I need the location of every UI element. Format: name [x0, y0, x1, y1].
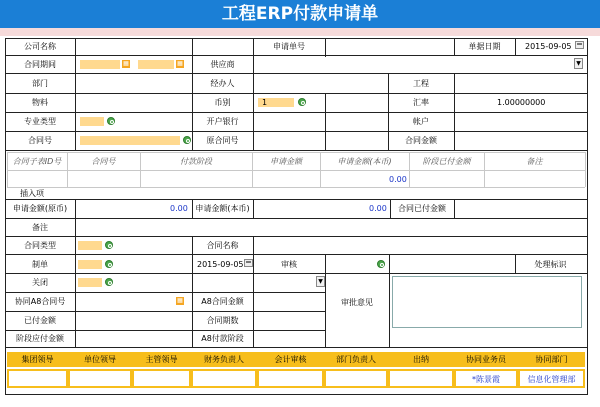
calendar-icon[interactable]: ▦: [123, 60, 129, 67]
bill-date-value[interactable]: 2015-09-05: [525, 42, 572, 51]
label-paid-amount: 已付金额: [24, 316, 56, 325]
label-stage-paid-amount: 阶段应付金额: [16, 334, 64, 343]
title-strip: [0, 28, 600, 36]
creator-date-value[interactable]: 2015-09-05: [197, 260, 244, 269]
label-currency: 币别: [214, 98, 231, 107]
approval-cell[interactable]: [70, 371, 130, 386]
approval-cell[interactable]: [390, 371, 452, 386]
label-approval-opinion: 审批意见: [341, 298, 373, 307]
label-account: 帐户: [413, 117, 429, 126]
supplier-dropdown-arrow-icon[interactable]: ▼: [574, 58, 583, 69]
approval-cell[interactable]: [134, 371, 189, 386]
approval-header: 协同部门: [535, 355, 568, 364]
lookup-icon[interactable]: [377, 260, 385, 268]
label-department: 部门: [32, 79, 48, 88]
subtable-header: 备注: [526, 157, 543, 166]
subtable-header: 申请金额: [270, 157, 302, 166]
contract-period-end-input[interactable]: [138, 60, 174, 69]
label-process-flag: 处理标识: [534, 260, 567, 269]
approval-header: 主管领导: [145, 355, 178, 364]
approval-cell[interactable]: [326, 371, 386, 386]
label-request-no: 申请单号: [273, 42, 305, 51]
close-input[interactable]: [78, 278, 102, 287]
label-contract-period: 合同期间: [24, 60, 56, 69]
label-material: 物料: [32, 98, 48, 107]
lookup-icon[interactable]: [183, 136, 191, 144]
currency-value: 1: [262, 98, 268, 107]
label-specialty-type: 专业类型: [24, 117, 56, 126]
label-a8-contract-amount: A8合同金额: [201, 297, 244, 306]
label-request-amount-local: 申请金额(本币): [195, 204, 250, 213]
approval-cell[interactable]: [259, 371, 322, 386]
creator-input[interactable]: [78, 260, 102, 269]
approval-value: *陈景霞: [472, 375, 500, 384]
exchange-rate-value: 1.00000000: [497, 98, 546, 107]
lookup-icon[interactable]: [105, 278, 113, 286]
insert-item-link[interactable]: 插入项: [20, 189, 44, 198]
calendar-icon[interactable]: [244, 259, 253, 267]
approval-header: 出纳: [413, 355, 429, 364]
label-original-contract-no: 原合同号: [206, 136, 239, 145]
label-a8-payment-stage: A8付款阶段: [201, 334, 244, 343]
label-audit: 审核: [281, 260, 297, 269]
contract-no-input[interactable]: [80, 136, 180, 145]
label-contract-type: 合同类型: [24, 241, 56, 250]
page-title: 工程ERP付款申请单: [0, 0, 600, 28]
lookup-icon[interactable]: [105, 241, 113, 249]
subtable-header: 申请金额(本币): [337, 157, 392, 166]
label-project: 工程: [413, 79, 429, 88]
approval-value: 信息化管理部: [527, 375, 576, 384]
calendar-icon[interactable]: [575, 41, 584, 49]
calendar-icon[interactable]: ▦: [177, 297, 183, 304]
approval-cell[interactable]: [9, 371, 66, 386]
label-creator: 制单: [32, 260, 48, 269]
lookup-icon[interactable]: [107, 117, 115, 125]
approval-header: 部门负责人: [336, 355, 376, 364]
subtable-header: 付款阶段: [180, 157, 212, 166]
label-remark: 备注: [32, 223, 48, 232]
label-exchange-rate: 汇率: [413, 98, 429, 107]
label-company-name: 公司名称: [24, 42, 56, 51]
label-request-amount-orig: 申请金额(原币): [12, 204, 68, 213]
label-supplier: 供应商: [210, 60, 235, 69]
contract-type-input[interactable]: [78, 241, 102, 250]
label-close: 关闭: [32, 278, 48, 287]
approval-header: 单位领导: [84, 355, 116, 364]
label-bank: 开户银行: [206, 117, 239, 126]
lookup-icon[interactable]: [105, 260, 113, 268]
approval-opinion-textarea[interactable]: [392, 276, 582, 328]
form-frame: [5, 38, 588, 395]
approval-cell[interactable]: [193, 371, 255, 386]
subtable-header: 阶段已付金额: [422, 157, 471, 166]
label-contract-name: 合同名称: [206, 241, 239, 250]
contract-period-start-input[interactable]: [80, 60, 120, 69]
label-contract-periods: 合同期数: [206, 316, 239, 325]
approval-header: 协同业务员: [466, 355, 506, 364]
calendar-icon[interactable]: ▦: [177, 60, 183, 67]
request-amount-orig-value: 0.00: [170, 204, 188, 213]
approval-header: 集团领导: [21, 355, 54, 364]
request-amount-local-value: 0.00: [369, 204, 387, 213]
lookup-icon[interactable]: [298, 98, 306, 106]
specialty-type-input[interactable]: [80, 117, 104, 126]
label-contract-amount: 合同金额: [405, 136, 437, 145]
subtable-header: 合同子表ID号: [12, 157, 62, 166]
label-contract-no: 合同号: [28, 136, 52, 145]
label-handler: 经办人: [210, 79, 235, 88]
subtable-header: 合同号: [91, 157, 116, 166]
subtable-cell: 0.00: [389, 175, 407, 184]
dropdown-arrow-icon[interactable]: ▼: [316, 276, 325, 287]
approval-header: 会计审核: [274, 355, 307, 364]
approval-header: 财务负责人: [204, 355, 244, 364]
label-bill-date: 单据日期: [468, 42, 501, 51]
label-contract-paid: 合同已付金额: [398, 204, 446, 213]
label-coop-a8-contract-no: 协同A8合同号: [14, 297, 66, 306]
